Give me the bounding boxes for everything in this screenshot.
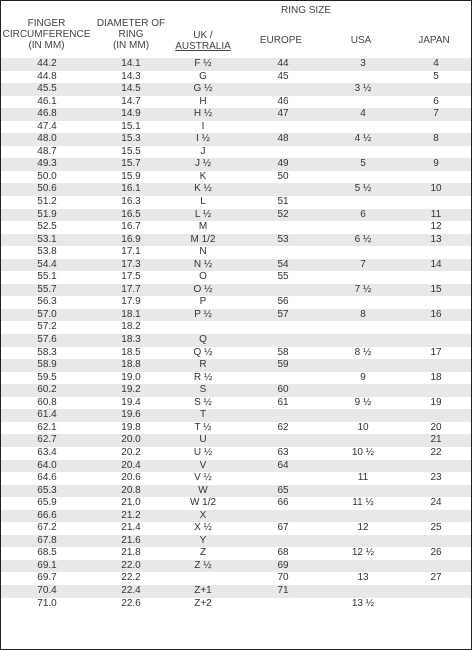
- uk-size-cell: I: [201, 120, 205, 132]
- japan-size-cell: 12: [430, 221, 442, 233]
- uk-size-cell: Z+1: [194, 584, 212, 596]
- uk-size-cell: Z ½: [194, 559, 212, 571]
- finger-circumference-cell: 64.0: [37, 459, 57, 471]
- japan-size-cell: 6: [433, 95, 439, 107]
- usa-size-cell: 12 ½: [351, 547, 375, 559]
- ring-diameter-cell: 22.4: [121, 584, 141, 596]
- europe-size-cell: 63: [277, 446, 289, 458]
- uk-size-cell: L: [200, 196, 206, 208]
- table-row: [1, 146, 471, 159]
- europe-size-cell: 55: [277, 271, 289, 283]
- japan-size-cell: 16: [430, 308, 442, 320]
- finger-circumference-cell: 69.1: [37, 559, 57, 571]
- uk-size-cell: L ½: [194, 208, 212, 220]
- japan-size-cell: 5: [433, 70, 439, 82]
- table-row: [1, 309, 471, 322]
- uk-size-cell: Q: [199, 334, 207, 346]
- ring-diameter-cell: 16.1: [121, 183, 141, 195]
- table-body: [1, 58, 471, 610]
- finger-circumference-cell: 71.0: [37, 597, 57, 609]
- japan-header: JAPAN: [418, 35, 450, 46]
- ring-diameter-cell: 14.1: [121, 58, 141, 69]
- uk-size-cell: M: [198, 221, 208, 233]
- uk-header-line: UK /: [193, 30, 213, 41]
- finger-circumference-cell: 61.4: [37, 409, 57, 421]
- table-row: [1, 171, 471, 184]
- table-row: [1, 547, 471, 560]
- diameter-header-line: DIAMETER OF: [96, 18, 166, 29]
- uk-size-cell: F ½: [194, 58, 212, 69]
- ring-diameter-cell: 18.3: [121, 334, 141, 346]
- usa-size-cell: 6: [360, 208, 366, 220]
- finger-circumference-cell: 60.8: [37, 396, 57, 408]
- uk-size-cell: S: [199, 384, 207, 396]
- europe-size-cell: 71: [277, 584, 289, 596]
- europe-size-cell: 68: [277, 547, 289, 559]
- table-row: [1, 121, 471, 134]
- ring-diameter-cell: 15.5: [121, 145, 141, 157]
- finger-circumference-cell: 48.7: [37, 145, 57, 157]
- ring-diameter-cell: 20.2: [121, 446, 141, 458]
- ring-diameter-cell: 17.5: [121, 271, 141, 283]
- ring-diameter-cell: 21.2: [121, 509, 141, 521]
- table-row: [1, 284, 471, 297]
- europe-size-cell: 52: [277, 208, 289, 220]
- table-row: [1, 460, 471, 473]
- table-row: [1, 485, 471, 498]
- usa-size-cell: 13: [357, 572, 369, 584]
- japan-size-cell: 13: [430, 233, 442, 245]
- usa-size-cell: 11: [357, 472, 369, 484]
- japan-size-cell: 11: [430, 208, 442, 220]
- table-row: [1, 510, 471, 523]
- table-row: [1, 183, 471, 196]
- ring-diameter-cell: 17.3: [121, 258, 141, 270]
- europe-size-cell: 62: [277, 421, 289, 433]
- finger-circumference-cell: 58.3: [37, 346, 57, 358]
- uk-size-cell: W 1/2: [189, 497, 217, 509]
- finger-circumference-cell: 62.1: [37, 421, 57, 433]
- uk-australia-header: [163, 30, 243, 52]
- table-row: [1, 234, 471, 247]
- japan-size-cell: 8: [433, 133, 439, 145]
- uk-header-line: AUSTRALIA: [175, 41, 231, 52]
- uk-size-cell: Z: [199, 547, 207, 559]
- table-row: [1, 422, 471, 435]
- uk-size-cell: I ½: [196, 133, 210, 145]
- usa-header: USA: [350, 35, 372, 46]
- ring-diameter-cell: 16.5: [121, 208, 141, 220]
- finger-circumference-cell: 46.1: [37, 95, 57, 107]
- ring-diameter-cell: 19.6: [121, 409, 141, 421]
- usa-size-cell: 7 ½: [354, 283, 372, 295]
- ring-diameter-cell: 14.3: [121, 70, 141, 82]
- finger-circumference-cell: 65.9: [37, 497, 57, 509]
- finger-circumference-cell: 62.7: [37, 434, 57, 446]
- ring-size-heading: RING SIZE: [280, 5, 331, 16]
- uk-size-cell: V: [199, 459, 207, 471]
- ring-diameter-header: [95, 18, 167, 51]
- japan-size-cell: 19: [430, 396, 442, 408]
- europe-size-cell: 57: [277, 308, 289, 320]
- europe-size-cell: 67: [277, 522, 289, 534]
- ring-diameter-cell: 17.1: [121, 246, 141, 258]
- europe-size-cell: 69: [277, 559, 289, 571]
- finger-circumference-cell: 57.6: [37, 334, 57, 346]
- finger-circumference-cell: 58.9: [37, 359, 57, 371]
- ring-diameter-cell: 18.8: [121, 359, 141, 371]
- usa-size-cell: 5 ½: [354, 183, 372, 195]
- finger-circumference-cell: 65.3: [37, 484, 57, 496]
- table-row: [1, 83, 471, 96]
- table-row: [1, 246, 471, 259]
- finger-circumference-cell: 47.4: [37, 120, 57, 132]
- ring-diameter-cell: 18.5: [121, 346, 141, 358]
- uk-size-cell: T ½: [194, 421, 212, 433]
- table-row: [1, 296, 471, 309]
- finger-circumference-cell: 55.1: [37, 271, 57, 283]
- table-row: [1, 209, 471, 222]
- finger-circumference-cell: 53.1: [37, 233, 57, 245]
- ring-diameter-cell: 19.8: [121, 421, 141, 433]
- finger-circumference-cell: 46.8: [37, 108, 57, 120]
- europe-size-cell: 53: [277, 233, 289, 245]
- ring-diameter-cell: 22.2: [121, 572, 141, 584]
- table-row: [1, 497, 471, 510]
- ring-diameter-cell: 15.3: [121, 133, 141, 145]
- europe-size-cell: 64: [277, 459, 289, 471]
- uk-size-cell: N ½: [193, 258, 213, 270]
- finger-circumference-cell: 44.8: [37, 70, 57, 82]
- finger-circumference-cell: 60.2: [37, 384, 57, 396]
- table-row: [1, 196, 471, 209]
- finger-header-line: (IN MM): [28, 40, 65, 51]
- finger-circumference-cell: 54.4: [37, 258, 57, 270]
- japan-size-cell: 14: [430, 258, 442, 270]
- table-row: [1, 347, 471, 360]
- table-row: [1, 522, 471, 535]
- table-row: [1, 434, 471, 447]
- europe-size-cell: 44: [277, 58, 289, 69]
- uk-size-cell: X ½: [194, 522, 212, 534]
- europe-size-cell: 48: [277, 133, 289, 145]
- uk-size-cell: T: [199, 409, 207, 421]
- uk-size-cell: G ½: [193, 83, 213, 95]
- finger-circumference-cell: 67.2: [37, 522, 57, 534]
- ring-diameter-cell: 20.4: [121, 459, 141, 471]
- usa-size-cell: 10 ½: [351, 446, 375, 458]
- table-row: [1, 372, 471, 385]
- usa-size-cell: 3 ½: [354, 83, 372, 95]
- finger-circumference-header: [1, 18, 92, 51]
- europe-size-cell: 56: [277, 296, 289, 308]
- table-row: [1, 409, 471, 422]
- japan-size-cell: 10: [430, 183, 442, 195]
- usa-size-cell: 4 ½: [354, 133, 372, 145]
- uk-size-cell: M 1/2: [190, 233, 216, 245]
- finger-circumference-cell: 50.6: [37, 183, 57, 195]
- table-row: [1, 472, 471, 485]
- usa-size-cell: 5: [360, 158, 366, 170]
- uk-size-cell: V ½: [194, 472, 212, 484]
- ring-diameter-cell: 18.2: [121, 321, 141, 333]
- ring-diameter-cell: 18.1: [121, 308, 141, 320]
- ring-diameter-cell: 19.4: [121, 396, 141, 408]
- usa-size-cell: 9: [360, 371, 366, 383]
- uk-size-cell: Q ½: [193, 346, 213, 358]
- finger-circumference-cell: 45.5: [37, 83, 57, 95]
- uk-size-cell: O ½: [193, 283, 213, 295]
- europe-size-cell: 47: [277, 108, 289, 120]
- ring-diameter-cell: 16.3: [121, 196, 141, 208]
- finger-circumference-cell: 50.0: [37, 170, 57, 182]
- finger-circumference-cell: 57.0: [37, 308, 57, 320]
- uk-size-cell: R ½: [193, 371, 213, 383]
- japan-size-cell: 18: [430, 371, 442, 383]
- europe-size-cell: 50: [277, 170, 289, 182]
- usa-size-cell: 10: [357, 421, 369, 433]
- uk-size-cell: K: [199, 170, 207, 182]
- usa-size-cell: 9 ½: [354, 396, 372, 408]
- ring-diameter-cell: 15.9: [121, 170, 141, 182]
- japan-size-cell: 25: [430, 522, 442, 534]
- usa-size-cell: 12: [357, 522, 369, 534]
- finger-circumference-cell: 59.5: [37, 371, 57, 383]
- ring-diameter-cell: 15.7: [121, 158, 141, 170]
- table-row: [1, 535, 471, 548]
- usa-size-cell: 13 ½: [351, 597, 375, 609]
- table-row: [1, 334, 471, 347]
- uk-size-cell: H ½: [193, 108, 213, 120]
- ring-diameter-cell: 21.8: [121, 547, 141, 559]
- uk-size-cell: J: [200, 145, 206, 157]
- diameter-header-line: (IN MM): [112, 40, 150, 51]
- europe-size-cell: 54: [277, 258, 289, 270]
- table-row: [1, 359, 471, 372]
- finger-circumference-cell: 69.7: [37, 572, 57, 584]
- uk-size-cell: Y: [199, 534, 207, 546]
- usa-size-cell: 8: [360, 308, 366, 320]
- japan-size-cell: 26: [430, 547, 442, 559]
- ring-diameter-cell: 20.8: [121, 484, 141, 496]
- finger-circumference-cell: 51.2: [37, 196, 57, 208]
- finger-circumference-cell: 56.3: [37, 296, 57, 308]
- europe-header: EUROPE: [259, 35, 303, 46]
- europe-size-cell: 51: [277, 196, 289, 208]
- finger-circumference-cell: 55.7: [37, 283, 57, 295]
- usa-size-cell: 3: [360, 58, 366, 69]
- uk-size-cell: J ½: [194, 158, 212, 170]
- ring-diameter-cell: 22.0: [121, 559, 141, 571]
- europe-size-cell: 59: [277, 359, 289, 371]
- table-row: [1, 58, 471, 71]
- finger-circumference-cell: 52.5: [37, 221, 57, 233]
- ring-diameter-cell: 19.0: [121, 371, 141, 383]
- japan-size-cell: 24: [430, 497, 442, 509]
- ring-diameter-cell: 16.7: [121, 221, 141, 233]
- table-row: [1, 96, 471, 109]
- uk-size-cell: U: [199, 434, 207, 446]
- table-row: [1, 397, 471, 410]
- finger-circumference-cell: 49.3: [37, 158, 57, 170]
- diameter-header-line: RING: [118, 29, 144, 40]
- finger-circumference-cell: 67.8: [37, 534, 57, 546]
- table-row: [1, 271, 471, 284]
- table-row: [1, 447, 471, 460]
- europe-size-cell: 70: [277, 572, 289, 584]
- ring-diameter-cell: 21.4: [121, 522, 141, 534]
- table-row: [1, 598, 471, 611]
- ring-diameter-cell: 14.7: [121, 95, 141, 107]
- usa-size-cell: 11 ½: [352, 497, 374, 509]
- ring-diameter-cell: 17.7: [121, 283, 141, 295]
- finger-circumference-cell: 57.2: [37, 321, 57, 333]
- uk-size-cell: O: [199, 271, 207, 283]
- ring-diameter-cell: 21.6: [121, 534, 141, 546]
- table-row: [1, 585, 471, 598]
- ring-diameter-cell: 16.9: [121, 233, 141, 245]
- uk-size-cell: P ½: [194, 308, 212, 320]
- japan-size-cell: 20: [430, 421, 442, 433]
- table-row: [1, 384, 471, 397]
- ring-diameter-cell: 19.2: [121, 384, 141, 396]
- table-header: [1, 1, 471, 57]
- uk-size-cell: S ½: [194, 396, 212, 408]
- ring-diameter-cell: 17.9: [121, 296, 141, 308]
- ring-diameter-cell: 21.0: [121, 497, 141, 509]
- europe-size-cell: 58: [277, 346, 289, 358]
- ring-diameter-cell: 14.5: [121, 83, 141, 95]
- europe-size-cell: 45: [277, 70, 289, 82]
- japan-size-cell: 27: [430, 572, 442, 584]
- finger-circumference-cell: 51.9: [37, 208, 57, 220]
- usa-size-cell: 7: [360, 258, 366, 270]
- table-row: [1, 108, 471, 121]
- japan-size-cell: 15: [430, 283, 442, 295]
- uk-size-cell: R: [199, 359, 207, 371]
- usa-size-cell: 6 ½: [354, 233, 372, 245]
- uk-size-cell: K ½: [194, 183, 212, 195]
- europe-size-cell: 49: [277, 158, 289, 170]
- japan-size-cell: 4: [433, 58, 439, 69]
- japan-size-cell: 9: [433, 158, 439, 170]
- table-row: [1, 133, 471, 146]
- finger-circumference-cell: 66.6: [37, 509, 57, 521]
- japan-size-cell: 17: [430, 346, 442, 358]
- finger-circumference-cell: 64.6: [37, 472, 57, 484]
- finger-header-line: FINGER: [27, 18, 66, 29]
- table-row: [1, 158, 471, 171]
- finger-header-line: CIRCUMFERENCE: [2, 29, 91, 40]
- europe-size-cell: 46: [277, 95, 289, 107]
- japan-size-cell: 7: [433, 108, 439, 120]
- uk-size-cell: N: [199, 246, 207, 258]
- europe-size-cell: 65: [277, 484, 289, 496]
- uk-size-cell: U ½: [193, 446, 213, 458]
- finger-circumference-cell: 48.0: [37, 133, 57, 145]
- finger-circumference-cell: 68.5: [37, 547, 57, 559]
- europe-size-cell: 60: [277, 384, 289, 396]
- table-row: [1, 259, 471, 272]
- usa-size-cell: 4: [360, 108, 366, 120]
- ring-diameter-cell: 22.6: [121, 597, 141, 609]
- table-row: [1, 321, 471, 334]
- uk-size-cell: W: [198, 484, 208, 496]
- europe-size-cell: 66: [277, 497, 289, 509]
- ring-diameter-cell: 15.1: [121, 120, 141, 132]
- finger-circumference-cell: 63.4: [37, 446, 57, 458]
- ring-diameter-cell: 20.0: [121, 434, 141, 446]
- japan-size-cell: 21: [430, 434, 442, 446]
- uk-size-cell: Z+2: [194, 597, 212, 609]
- japan-size-cell: 22: [430, 446, 442, 458]
- table-row: [1, 560, 471, 573]
- ring-diameter-cell: 14.9: [121, 108, 141, 120]
- finger-circumference-cell: 44.2: [37, 58, 57, 69]
- uk-size-cell: H: [199, 95, 207, 107]
- ring-diameter-cell: 20.6: [121, 472, 141, 484]
- usa-size-cell: 8 ½: [354, 346, 372, 358]
- table-row: [1, 71, 471, 84]
- japan-size-cell: 23: [430, 472, 442, 484]
- table-row: [1, 221, 471, 234]
- europe-size-cell: 61: [277, 396, 289, 408]
- uk-size-cell: G: [199, 70, 207, 82]
- finger-circumference-cell: 53.8: [37, 246, 57, 258]
- uk-size-cell: X: [199, 509, 207, 521]
- uk-size-cell: P: [199, 296, 207, 308]
- finger-circumference-cell: 70.4: [37, 584, 57, 596]
- table-row: [1, 572, 471, 585]
